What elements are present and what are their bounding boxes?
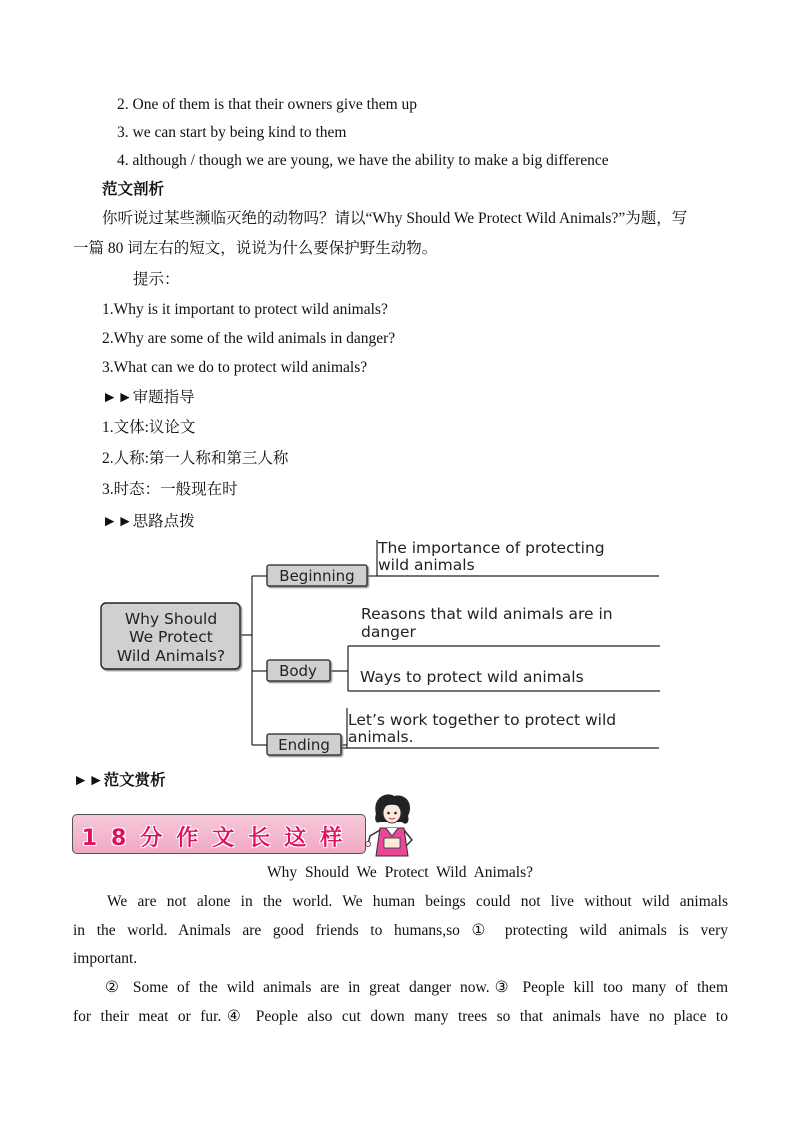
essay-p1-line-3: important. xyxy=(73,950,138,967)
essay-p2-line-1: ② Some of the wild animals are in great danger now.③ People kill too many of them xyxy=(105,979,728,996)
mind-map-beginning-text-1: The importance of protecting xyxy=(378,539,605,557)
hint-2: 2.Why are some of the wild animals in danger? xyxy=(102,330,396,347)
hint-1: 1.Why is it important to protect wild animals? xyxy=(102,301,388,318)
guide-item-1: 1.文体:议论文 xyxy=(102,419,196,436)
girl-illustration xyxy=(362,792,422,858)
score-banner-text: 18分作文长这样 xyxy=(81,826,357,851)
hint-3: 3.What can we do to protect wild animals? xyxy=(102,359,368,376)
mind-map-body-text-1b: danger xyxy=(361,623,416,641)
essay-p2-line-2: for their meat or fur.④ People also cut down many trees so that animals have no place to xyxy=(73,1007,728,1025)
mind-map-body-text-2: Ways to protect wild animals xyxy=(360,668,584,686)
mind-map-root-line-1: Why Should xyxy=(124,610,218,628)
prompt-line-1: 你听说过某些濒临灭绝的动物吗？请以“Why Should We Protect Wild Animals?”为题，写 xyxy=(102,210,688,227)
mind-map-ending-label: Ending xyxy=(278,736,330,754)
mind-map-ending-text-2: animals. xyxy=(348,728,414,746)
mind-map-beginning-label: Beginning xyxy=(279,567,355,585)
answer-line-4: 4. although / though we are young, we have the ability to make a big difference xyxy=(117,152,609,169)
mind-map-beginning-text-2: wild animals xyxy=(378,556,475,574)
hint-label: 提示： xyxy=(133,271,180,288)
essay-paragraph-1 xyxy=(73,888,728,974)
essay-p1-line-1: We are not alone in the world. We human beings could not live without wild animals xyxy=(107,893,728,910)
mind-map-body-text-1a: Reasons that wild animals are in xyxy=(361,605,613,623)
mind-map-root-line-3: Wild Animals? xyxy=(116,647,226,665)
guide-item-2: 2.人称:第一人称和第三人称 xyxy=(102,450,289,467)
essay-title: Why Should We Protect Wild Animals? xyxy=(267,864,533,881)
guide-title: ►►审题指导 xyxy=(102,389,195,406)
mind-map-root-line-2: We Protect xyxy=(129,628,213,646)
mind-map xyxy=(0,530,800,760)
score-banner xyxy=(72,814,366,854)
answer-line-2: 2. One of them is that their owners give them up xyxy=(117,96,418,113)
section-title: 范文剖析 xyxy=(102,181,165,198)
idea-title: ►►思路点拨 xyxy=(102,513,195,530)
mind-map-body-label: Body xyxy=(279,662,317,680)
appreciation-title: ►►范文赏析 xyxy=(73,772,166,789)
prompt-line-2: 一篇 80 词左右的短文，说说为什么要保护野生动物。 xyxy=(73,240,438,257)
essay-p1-line-2: in the world. Animals are good friends to humans,so ① protecting wild animals is very xyxy=(73,921,728,939)
essay-paragraph-2 xyxy=(73,974,728,1031)
mind-map-ending-text-1: Let’s work together to protect wild xyxy=(348,711,617,729)
answer-line-3: 3. we can start by being kind to them xyxy=(117,124,347,141)
guide-item-3: 3.时态：一般现在时 xyxy=(102,481,238,498)
